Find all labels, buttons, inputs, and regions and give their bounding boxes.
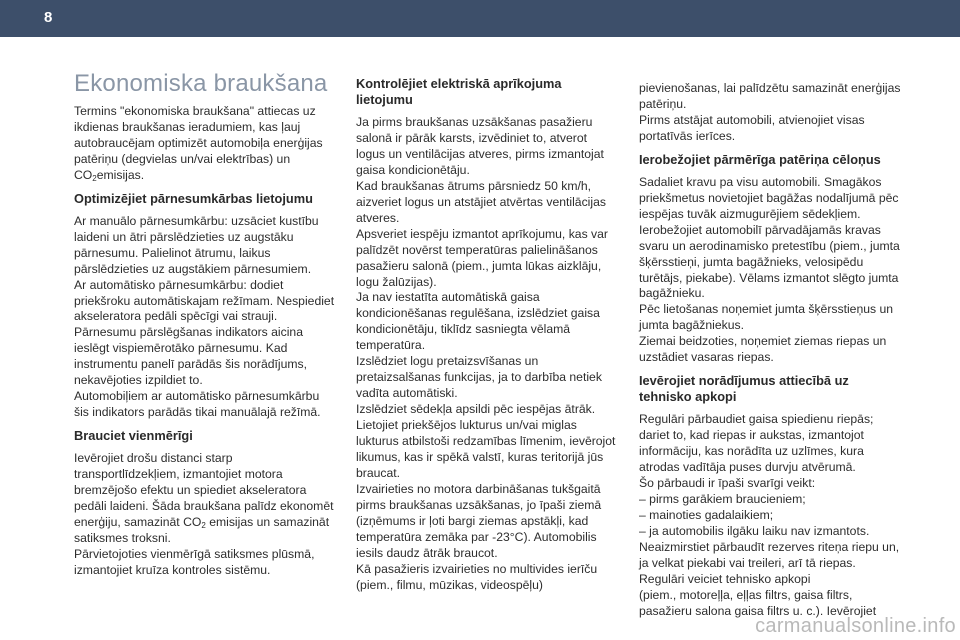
column-1 <box>74 70 336 586</box>
heading-electrical-equipment: Kontrolējiet elektriskā aprīkojuma lietojumu <box>356 76 562 107</box>
heading-smooth-driving: Brauciet vienmērīgi <box>74 428 193 444</box>
paragraph-electrical-equipment: Ja pirms braukšanas uzsākšanas pasažieru salonā ir pārāk karsts, izvēdiniet to, atverot logus un ventilācijas atveres, pirms izmantojat gaisa kondicionētāju. Kad braukšanas ātrums pārsniedz 50 km/h, aizveriet logus un atstājiet atvērtas ventilācijas atveres. Apsveriet iespēju izmantot aprīkojumu, kas var palīdzēt novērst temperatūras palielināšanos pasažieru salonā (piem., jumta lūkas aizklāju, logu žalūzijas). Ja nav iestatīta automātiskā gaisa kondicionēšanas regulēšana, izslēdziet gaisa kondicionētāju, tiklīdz sasniegta vēlamā temperatūra. Izslēdziet logu pretaizsvīšanas un pretaizsalšanas funkcijas, ja to darbība netiek vadīta automātiski. Izslēdziet sēdekļa apsildi pēc iespējas ātrāk. Lietojiet priekšējos lukturus un/vai miglas lukturus atbilstoši redzamības līmenim, ievērojot likumus, kas ir spēkā valstī, kuras teritorijā jūs braucat. Izvairieties no motora darbināšanas tukšgaitā pirms braukšanas uzsākšanas, jo īpaši ziemā (izņēmums ir ļoti bargi ziemas apstākļi, kad temperatūra zemāka par -23°C). Automobilis iesils daudz ātrāk braucot. Kā pasažieris izvairieties no multivides ierīču (piem., filmu, mūzikas, videospēļu) <box>356 115 616 592</box>
header-bar <box>0 0 960 37</box>
intro-paragraph <box>74 104 336 184</box>
paragraph-maintenance: Regulāri pārbaudiet gaisa spiedienu riepās; dariet to, kad riepas ir aukstas, izmantojot informāciju, kas norādīta uz uzlīmes, kura atrodas vadītāja puses durvju atvērumā. Šo pārbaudi ir īpaši svarīgi veikt: – pirms garākiem braucieniem; – mainoties gadalaikiem; – ja automobilis ilgāku laiku nav izmantots. Neaizmirstiet pārbaudīt rezerves riteņa riepu un, ja velkat piekabi vai treileri, arī tā riepas. Regulāri veiciet tehnisko apkopi (piem., motoreļļa, eļļas filtrs, gaisa filtrs, pasažieru salona gaisa filtrs u. c.). Ievērojiet <box>639 412 900 618</box>
smooth-text-b: emisijas un samazināt satiksmes troksni. Pārvietojoties vienmērīgā satiksmes plūsmā, izmantojiet kruīza kontroles sistēmu. <box>74 514 330 577</box>
smooth-subscript: 2 <box>201 520 206 530</box>
paragraph-smooth-driving <box>74 451 336 579</box>
paragraph-gearbox: Ar manuālo pārnesumkārbu: uzsāciet kustību laideni un ātri pārslēdzieties uz augstāku pārnesumu. Palielinot ātrumu, laikus pārslēdzieties uz augstākiem pārnesumiem. Ar automātisko pārnesumkārbu: dodiet priekšroku automātiskajam režīmam. Nespiediet akseleratora pedāli spēcīgi vai strauji. Pārnesumu pārslēgšanas indikators aicina ieslēgt vispiemērotāko pārnesumu. Kad instrumentu panelī parādās šis norādījums, nekavējoties izpildiet to. Automobiļiem ar automātisko pārnesumkārbu šis indikators parādās tikai manuālajā režīmā. <box>74 213 335 420</box>
page-title: Ekonomiska braukšana <box>74 70 328 97</box>
heading-gearbox: Optimizējiet pārnesumkārbas lietojumu <box>74 190 313 206</box>
paragraph-limit-consumption: Sadaliet kravu pa visu automobili. Smagākos priekšmetus novietojiet bagāžas nodalījumā pēc iespējas tuvāk aizmugurējiem sēdekļiem. Ierobežojiet automobilī pārvadājamās kravas svaru un aerodinamisko pretestību (piem., jumta šķērsstieņi, jumta bagāžnieks, velosipēdu turētājs, piekabe). Vēlams izmantot slēgto jumta bagāžnieku. Pēc lietošanas noņemiet jumta šķērsstieņus un jumta bagāžniekus. Ziemai beidzoties, noņemiet ziemas riepas un uzstādiet vasaras riepas. <box>639 174 900 365</box>
smooth-text-a: Ievērojiet drošu distanci starp transportlīdzekļiem, izmantojiet motora bremzējošo efektu un spiediet akseleratora pedāli laideni. Šāda braukšana palīdz ekonomēt enerģiju, samazināt CO <box>74 451 334 529</box>
intro-text-a: Termins "ekonomiska braukšana" attiecas uz ikdienas braukšanas ieradumiem, kas ļauj autobraucējam optimizēt automobiļa enerģijas patēriņu (degvielas un/vai elektrības) un CO <box>74 104 323 182</box>
column-2 <box>356 76 618 601</box>
heading-limit-consumption: Ierobežojiet pārmērīga patēriņa cēloņus <box>639 151 881 167</box>
page-number: 8 <box>44 9 53 26</box>
intro-text-b: emisijas. <box>96 167 145 182</box>
intro-subscript: 2 <box>92 173 97 183</box>
heading-maintenance: Ievērojiet norādījumus attiecībā uz tehnisko apkopi <box>639 373 849 405</box>
paragraph-continued: pievienošanas, lai palīdzētu samazināt enerģijas patēriņu. Pirms atstājat automobili, atvienojiet visas portatīvās ierīces. <box>639 81 901 143</box>
column-3 <box>639 81 901 627</box>
watermark: carmanualsonline.info <box>755 615 956 637</box>
